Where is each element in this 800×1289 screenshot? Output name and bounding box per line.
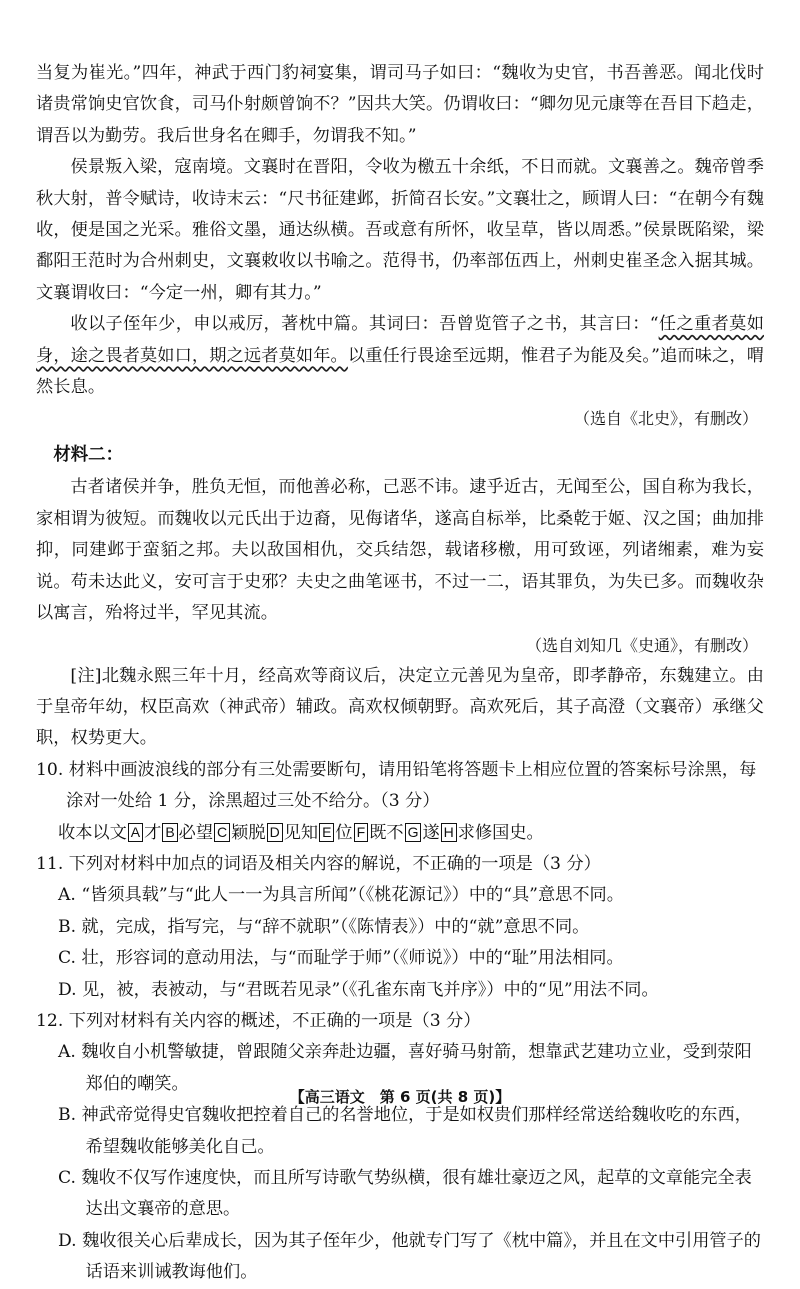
segment-text: 见知 <box>283 822 319 843</box>
segment-text: 收本以文 <box>58 822 127 843</box>
segment-text: 才 <box>144 822 162 843</box>
sentence-break-row <box>58 818 764 849</box>
annotation-note: [注]北魏永熙三年十月，经高欢等商议后，决定立元善见为皇帝，即孝静帝，东魏建立。由于皇帝年幼，权臣高欢（神武帝）辅政。高欢权倾朝野。高欢死后，其子高澄（文襄帝）承继父职，权势更大。 <box>36 665 764 749</box>
question-11-text: 11. 下列对材料中加点的词语及相关内容的解说，不正确的一项是（3 分） <box>36 853 601 874</box>
segment-text: 求修国史。 <box>457 822 544 843</box>
question-12-option-a: A. 魏收自小机警敏捷，曾跟随父亲奔赴边疆，喜好骑马射箭，想靠武艺建功立业，受到荥阳郑伯的嘲笑。 <box>58 1042 752 1094</box>
segment-text: 颖脱 <box>231 822 266 843</box>
wavy-underlined-text: 任之重者莫如身，途之畏者莫如口，期之远者莫如年。 <box>36 314 764 366</box>
segment-text: 必望 <box>178 822 214 843</box>
answer-box-d[interactable]: D <box>267 823 283 842</box>
question-12-option-d: D. 魏收很关心后辈成长，因为其子侄年少，他就专门写了《枕中篇》，并且在文中引用管子的话语来训诫教诲他们。 <box>58 1230 761 1283</box>
answer-box-g[interactable]: G <box>405 823 422 842</box>
answer-box-f[interactable]: F <box>354 823 369 842</box>
answer-box-b[interactable]: B <box>162 823 177 842</box>
question-11 <box>36 849 764 1006</box>
answer-box-e[interactable]: E <box>319 823 334 842</box>
segment-text: 遂 <box>422 822 440 843</box>
passage-paragraph-2: 侯景叛入梁，寇南境。文襄时在晋阳，令收为檄五十余纸，不日而就。文襄善之。魏帝曾季秋大射，普令赋诗，收诗末云：“尺书征建邺，折简召长安。”文襄壮之，顾谓人曰：“在朝今有魏收，便是国之光采。雅俗文墨，通达纵横。吾或意有所怀，收呈草，皆以周悉。”侯景既陷梁，梁鄱阳王范时为合州刺史，文襄敕收以书喻之。范得书，仍率部伍西上，州刺史崔圣念入据其城。文襄谓收曰：“今定一州，卿有其力。” <box>36 157 764 303</box>
question-12 <box>36 1006 764 1289</box>
passage-text: 收以子侄年少，申以戒厉，著枕中篇。其词曰：吾曾览管子之书，其言曰：“ <box>70 314 659 335</box>
answer-box-h[interactable]: H <box>441 823 457 842</box>
segment-text: 位 <box>335 822 353 843</box>
page-footer: 【高三语文 第 6 页(共 8 页)】 <box>289 1088 511 1106</box>
passage-paragraph-1: 当复为崔光。”四年，神武于西门豹祠宴集，谓司马子如曰：“魏收为史官，书吾善恶。闻北伐时诸贵常饷史官饮食，司马仆射颇曾饷不？”因共大笑。仍谓收曰：“卿勿见元康等在吾目下趋走，谓吾以为勤劳。我后世身名在卿手，勿谓我不知。” <box>36 63 764 146</box>
question-12-text: 12. 下列对材料有关内容的概述，不正确的一项是（3 分） <box>36 1010 481 1031</box>
question-10 <box>36 755 764 849</box>
source-citation-2: （选自刘知几《史通》，有删改） <box>525 635 758 655</box>
passage-paragraph-3 <box>36 309 764 403</box>
answer-box-a[interactable]: A <box>128 823 143 842</box>
segment-text: 既不 <box>369 822 404 843</box>
material-2-heading: 材料二： <box>53 445 123 466</box>
passage-text: 以重任行畏途至远期，惟君子为能及矣。”追而味之，喟然长息。 <box>36 345 764 398</box>
material-2-paragraph: 古者诸侯并争，胜负无恒，而他善必称，己恶不讳。逮乎近古，无闻至公，国自称为我长，家相谓为彼短。而魏收以元氏出于边裔，见侮诸华，遂高自标举，比桑乾于姬、汉之国；曲加排抑，同建邺于蛮貊之邦。夫以敌国相仇，交兵结怨，载诸移檄，用可致诬，列诸缃素，难为妄说。苟未达此义，安可言于史邪？夫史之曲笔诬书，不过一二，语其罪负，为失已多。而魏收杂以寓言，殆将过半，罕见其流。 <box>36 477 764 624</box>
question-10-text: 10. 材料中画波浪线的部分有三处需要断句，请用铅笔将答题卡上相应位置的答案标号涂黑，每涂对一处给 1 分，涂黑超过三处不给分。（3 分） <box>36 759 757 812</box>
question-12-option-b: B. 神武帝觉得史官魏收把控着自己的名誉地位，于是如权贵们那样经常送给魏收吃的东西，希望魏收能够美化自己。 <box>58 1105 752 1157</box>
question-11-option-c: C. 壮，形容词的意动用法，与“而耻学于师”（《师说》）中的“耻”用法相同。 <box>58 948 624 969</box>
answer-box-c[interactable]: C <box>214 823 230 842</box>
question-11-option-a: A. “皆须具载”与“此人一一为具言所闻”（《桃花源记》）中的“具”意思不同。 <box>58 885 624 906</box>
question-11-option-b: B. 就，完成，指写完，与“辞不就职”（《陈情表》）中的“就”意思不同。 <box>58 916 590 937</box>
source-citation-1: （选自《北史》，有删改） <box>573 409 758 429</box>
question-12-option-c: C. 魏收不仅写作速度快，而且所写诗歌气势纵横，很有雄壮豪迈之风，起草的文章能完全表达出文襄帝的意思。 <box>58 1168 752 1220</box>
question-11-option-d: D. 见，被，表被动，与“君既若见录”（《孔雀东南飞并序》）中的“见”用法不同。 <box>58 979 659 1000</box>
